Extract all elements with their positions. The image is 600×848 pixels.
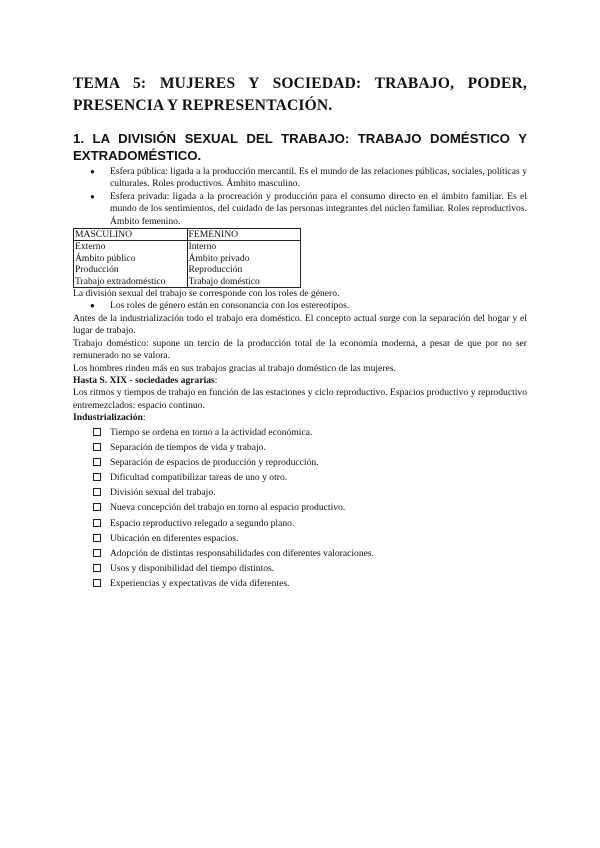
checklist-item: Adopción de distintas responsabilidades con diferentes valoraciones. [73, 546, 527, 561]
checkbox-icon[interactable] [93, 488, 101, 496]
bullet-private-sphere: ● Esfera privada: ligada a la procreación y producción para el consumo directo en el ámbito familiar. Es el mundo de los sentimientos, del cuidado de las personas integrantes del núcleo familiar. Roles reproductivos. Ámbito femenino. [90, 190, 527, 227]
document-body [73, 166, 527, 592]
table-cell: Reproducción [187, 264, 301, 275]
roles-sub-bullet-list [73, 300, 527, 312]
checkbox-icon[interactable] [93, 549, 101, 557]
document-title [73, 73, 527, 117]
table-row [74, 253, 301, 264]
checklist-item: Experiencias y expectativas de vida diferentes. [73, 576, 527, 591]
paragraph-domestic-work: Trabajo doméstico: supone un tercio de la producción total de la economía moderna, a pesar de que por no ser remunerado no se valora. [73, 337, 527, 362]
title-line-2: PRESENCIA Y REPRESENTACIÓN. [73, 97, 333, 114]
table-row [74, 276, 301, 288]
table-row [74, 241, 301, 253]
paragraph-industrialization: Antes de la industrialización todo el trabajo era doméstico. El concepto actual surge con la separación del hogar y el lugar de trabajo. [73, 312, 527, 337]
table-row [74, 264, 301, 275]
checkbox-icon[interactable] [93, 443, 101, 451]
checklist-item: División sexual del trabajo. [73, 485, 527, 500]
checklist-item: Usos y disponibilidad del tiempo distintos. [73, 561, 527, 576]
industrial-colon: : [142, 412, 146, 424]
agrarian-colon: : [214, 374, 218, 386]
bullet-dot-icon: ● [90, 191, 95, 201]
checkbox-icon[interactable] [93, 579, 101, 587]
table-header-masculino: MASCULINO [74, 229, 188, 241]
agrarian-section [73, 375, 527, 387]
table-cell: Trabajo doméstico [187, 276, 301, 288]
agrarian-heading: Hasta S. XIX - sociedades agrarias [73, 374, 215, 386]
bullet-public-sphere: ● Esfera pública: ligada a la producción mercantil. Es el mundo de las relaciones públicas, sociales, políticas y culturales. Roles productivos. Ámbito masculino. [90, 166, 527, 190]
checkbox-icon[interactable] [93, 473, 101, 481]
table-header-row [74, 229, 301, 241]
checklist-item: Tiempo se ordena en torno a la actividad económica. [73, 425, 527, 440]
title-line-1: TEMA 5: MUJERES Y SOCIEDAD: TRABAJO, PODER, [73, 75, 527, 92]
gender-roles-table [73, 228, 301, 288]
table-cell: Producción [74, 264, 188, 275]
checklist-item: Separación de tiempos de vida y trabajo. [73, 440, 527, 455]
checkbox-icon[interactable] [93, 564, 101, 572]
checklist-item: Dificultad compatibilizar tareas de uno y otro. [73, 470, 527, 485]
industrialization-checklist [73, 425, 527, 592]
checkbox-icon[interactable] [93, 534, 101, 542]
agrarian-text: Los ritmos y tiempos de trabajo en función de las estaciones y ciclo reproductivo. Espacios productivo y reproductivo entremezclados: espacio continuo. [73, 387, 527, 411]
bullet-stereotypes: ● Los roles de género están en consonancia con los estereotipos. [90, 300, 350, 312]
paragraph-men-performance: Los hombres rinden más en sus trabajos gracias al trabajo doméstico de las mujeres. [73, 362, 396, 374]
bullet-dot-icon: ● [90, 167, 95, 176]
table-cell: Interno [187, 241, 301, 253]
industrial-heading: Industrialización [73, 412, 143, 424]
table-cell: Trabajo extradoméstico [74, 276, 188, 288]
section-heading [73, 130, 527, 164]
checklist-item: Ubicación en diferentes espacios. [73, 531, 527, 546]
checkbox-icon[interactable] [93, 458, 101, 466]
table-cell: Externo [74, 241, 188, 253]
table-header-femenino: FEMENINO [187, 229, 301, 241]
sphere-bullet-list [73, 166, 527, 228]
bullet-dot-icon: ● [90, 301, 95, 311]
checklist-item: Separación de espacios de producción y reproducción. [73, 455, 527, 470]
table-cell: Ámbito público [74, 253, 188, 264]
checklist-item: Espacio reproductivo relegado a segundo plano. [73, 516, 527, 531]
section-heading-line-2: EXTRADOMÉSTICO. [73, 148, 202, 163]
checklist-item: Nueva concepción del trabajo en torno al espacio productivo. [73, 500, 527, 515]
checkbox-icon[interactable] [93, 519, 101, 527]
section-heading-line-1: 1. LA DIVISIÓN SEXUAL DEL TRABAJO: TRABAJO DOMÉSTICO Y [73, 131, 527, 146]
industrial-section [73, 412, 527, 424]
checkbox-icon[interactable] [93, 503, 101, 511]
table-cell: Ámbito privado [187, 253, 301, 264]
checkbox-icon[interactable] [93, 428, 101, 436]
paragraph-division-roles: La división sexual del trabajo se corresponde con los roles de género. [73, 288, 340, 300]
